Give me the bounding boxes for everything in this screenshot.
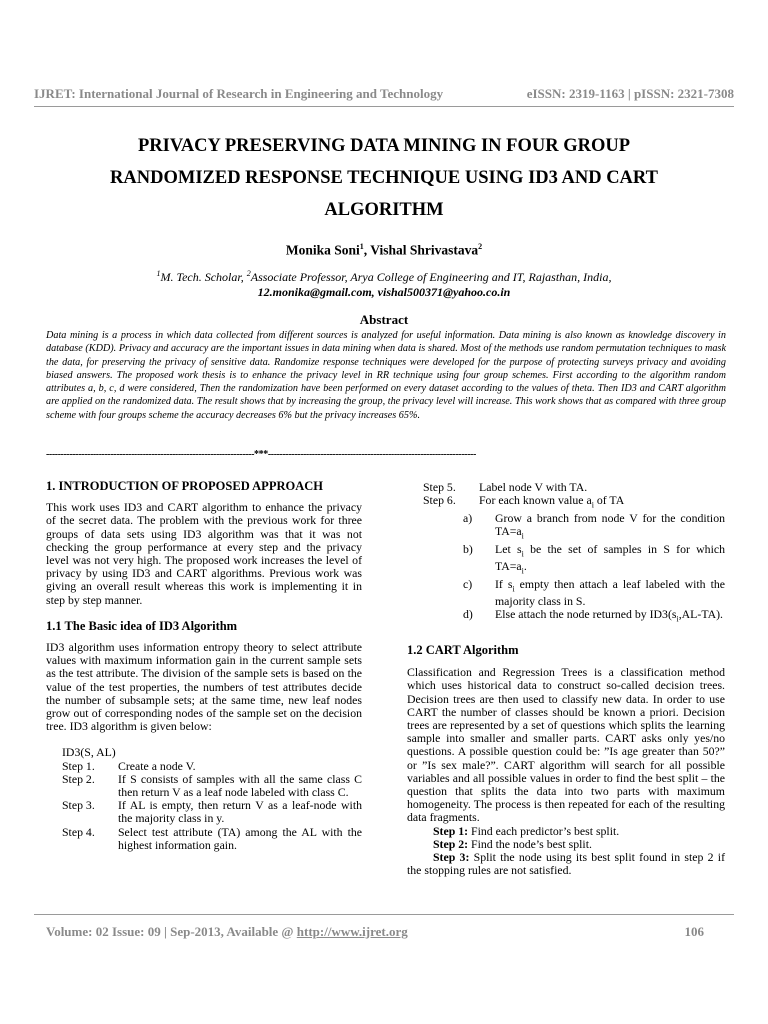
- step-text: Create a node V.: [118, 758, 196, 773]
- substep-d: [463, 608, 725, 626]
- author-emails: [0, 285, 768, 300]
- journal-issn: eISSN: 2319-1163 | pISSN: 2321-7308: [526, 86, 734, 101]
- substep-b: [463, 543, 725, 578]
- right-column: [407, 481, 725, 877]
- email-separator: ,: [371, 285, 378, 299]
- footer-rule: [34, 914, 734, 915]
- affiliation-line: [0, 266, 768, 285]
- cart-step-text: Find each predictor’s best split.: [468, 823, 620, 838]
- author-1: Monika Soni: [285, 242, 360, 258]
- substep-text: [495, 543, 725, 578]
- step-label: Step 2.: [62, 771, 95, 786]
- step-text: [479, 494, 725, 512]
- algorithm-step: [62, 760, 362, 773]
- step-text: If AL is empty, then return V as a leaf-node with the majority class in y.: [118, 798, 362, 826]
- substep-c-text-2: empty then attach a leaf labeled with the majority class in S.: [495, 576, 725, 609]
- footer-volume: [46, 924, 408, 940]
- author-1-affil-mark: 1: [359, 242, 364, 251]
- substep-c: [463, 578, 725, 609]
- step-text: If S consists of samples with all the same class C then return V as a leaf node labeled with class C.: [118, 771, 362, 800]
- cart-step-text: Split the node using its best split found in step 2 if the stopping rules are not satisfied.: [407, 850, 725, 878]
- abstract-heading: Abstract: [359, 312, 409, 327]
- author-list: [0, 242, 768, 259]
- email-2[interactable]: vishal500371@yahoo.co.in: [377, 285, 511, 299]
- author-2: Vishal Shrivastava: [370, 242, 479, 258]
- subscript: i: [676, 614, 679, 624]
- title-line-3: ALGORITHM: [324, 200, 444, 220]
- algorithm-header: ID3(S, AL): [62, 745, 116, 760]
- step-text: Label node V with TA.: [479, 480, 588, 494]
- substep-d-text: Else attach the node returned by ID3(s: [495, 607, 677, 622]
- cart-step-label: Step 3:: [433, 850, 470, 865]
- substep-b-text-3: .: [523, 559, 527, 574]
- substep-label: c): [463, 576, 473, 591]
- substep-label: a): [463, 510, 473, 525]
- id3-algorithm: [62, 746, 362, 852]
- substep-label: b): [463, 541, 473, 556]
- affil-mark-1: 1: [156, 269, 161, 278]
- affil-text-1: M. Tech. Scholar,: [160, 270, 247, 284]
- affil-text-2: Associate Professor, Arya College of Engineering and IT, Rajasthan, India,: [250, 270, 612, 284]
- cart-step-label: Step 1:: [433, 823, 469, 838]
- section-1-1-heading: 1.1 The Basic idea of ID3 Algorithm: [46, 618, 238, 633]
- algorithm-step: [62, 826, 362, 852]
- page-number: 106: [684, 924, 704, 939]
- author-separator: ,: [363, 242, 371, 258]
- step-label: Step 1.: [62, 758, 95, 773]
- journal-header: [34, 86, 734, 102]
- cart-steps: [407, 825, 725, 851]
- subscript: i: [521, 531, 524, 541]
- substep-d-text-2: ,AL-TA).: [678, 607, 723, 622]
- substep-a: [463, 512, 725, 543]
- section-divider: -----------------------------------------------------------------------***-----------------------------------------------------------------------: [46, 449, 476, 460]
- substep-label: d): [463, 607, 473, 622]
- algorithm-step: [62, 773, 362, 799]
- affiliation: [0, 266, 768, 300]
- subscript: i: [512, 584, 515, 594]
- cart-step-text: Find the node’s best split.: [468, 836, 592, 851]
- cart-step-3: [407, 851, 725, 877]
- substep-c-text: If s: [495, 576, 513, 591]
- affil-mark-2: 2: [246, 269, 251, 278]
- substep-text: [495, 512, 725, 543]
- subscript: i: [521, 566, 524, 576]
- step-6-tail: of TA: [593, 493, 625, 508]
- step-label: Step 4.: [62, 824, 95, 839]
- subscript: i: [521, 548, 524, 558]
- journal-name: IJRET: International Journal of Research in Engineering and Technology: [34, 86, 444, 101]
- id3-algorithm-continued: [423, 481, 725, 626]
- subscript: i: [591, 500, 594, 510]
- cart-step-label: Step 2:: [433, 836, 469, 851]
- left-column: [46, 480, 362, 852]
- substep-b-text-2: be the set of samples in S for which TA=a: [495, 541, 725, 574]
- email-1[interactable]: 12.monika@gmail.com: [257, 285, 372, 299]
- substep-b-text: Let s: [495, 541, 522, 556]
- section-1-heading: 1. INTRODUCTION OF PROPOSED APPROACH: [46, 479, 323, 493]
- step-label: Step 3.: [62, 798, 95, 813]
- author-2-affil-mark: 2: [478, 242, 483, 251]
- section-1-text: This work uses ID3 and CART algorithm to enhance the privacy of the secret data. The problem with the previous work for three groups of data sets using ID3 algorithm was that it was not checking the group performance at every step and the privacy level was not very high. The proposed work increases the level of privacy by using ID3 and CART algorithms. Previous work was giving an overall result whereas this work is implementing it in step by step manner.: [46, 500, 362, 607]
- page-footer: [46, 924, 704, 940]
- journal-link[interactable]: http://www.ijret.org: [296, 924, 408, 939]
- step-text: Select test attribute (TA) among the AL with the highest information gain.: [118, 824, 362, 852]
- substep-text: [495, 608, 725, 626]
- step-label: Step 5.: [423, 480, 456, 494]
- section-1-2-text: Classification and Regression Trees is a classification method which uses historical data to construct so-called decision trees. Decision trees are then used to classify new data. In order to use CART the number of classes should be known a priori. Decision trees are represented by a set of questions which splits the learning sample into smaller and smaller parts. CART asks only yes/no questions. A possible question could be: ”Is age greater than 50?” or ”Is sex male?”. CART algorithm will search for all possible variables and all possible values in order to find the best split – the question that splits the data into two parts with maximum homogeneity. The process is then repeated for each of the resulting data fragments.: [407, 665, 725, 825]
- algorithm-step: [62, 799, 362, 825]
- volume-info: Volume: 02 Issue: 09 | Sep-2013, Available @: [46, 924, 297, 939]
- header-rule: [34, 106, 734, 107]
- title-line-2: RANDOMIZED RESPONSE TECHNIQUE USING ID3 AND CART: [110, 168, 658, 188]
- section-1-2-heading: 1.2 CART Algorithm: [407, 642, 519, 657]
- title-line-1: PRIVACY PRESERVING DATA MINING IN FOUR GROUP: [137, 136, 631, 156]
- abstract-text: Data mining is a process in which data collected from different sources is analyzed for useful information. Data mining is also known as knowledge discovery in database (KDD). Privacy and accuracy are the important issues in data mining when data is shared. Most of the methods use random permutation techniques to mask the data, for preserving the privacy of sensitive data. Randomize response techniques were developed for the purpose of protecting surveys privacy and avoiding biased answers. The proposed work thesis is to enhance the privacy level in RR technique using four group schemes. First according to the algorithm random attributes a, b, c, d were considered, Then the randomization have been performed on every dataset according to the values of theta. Then ID3 and CART algorithm are applied on the randomized data. The result shows that by increasing the group, the privacy level will increase. This work shows that as compared with three group scheme with four groups scheme the accuracy decreases 6% but the privacy increases 65%.: [46, 330, 726, 421]
- substep-a-text: Grow a branch from node V for the condition TA=a: [495, 510, 725, 538]
- step-6-text: For each known value a: [479, 493, 592, 508]
- substep-text: [495, 578, 725, 609]
- section-1-1-text: ID3 algorithm uses information entropy theory to select attribute values with maximum information gain in the current sample sets as the test attribute. The division of the sample sets is based on the value of the test properties, the numbers of test attributes decide the number of subsample sets; at the same time, new leaf nodes grow out of corresponding nodes of the sample set on the decision tree. ID3 algorithm is given below:: [46, 640, 362, 734]
- algorithm-step: [423, 494, 725, 512]
- paper-title: [60, 130, 708, 226]
- step-label: Step 6.: [423, 493, 456, 508]
